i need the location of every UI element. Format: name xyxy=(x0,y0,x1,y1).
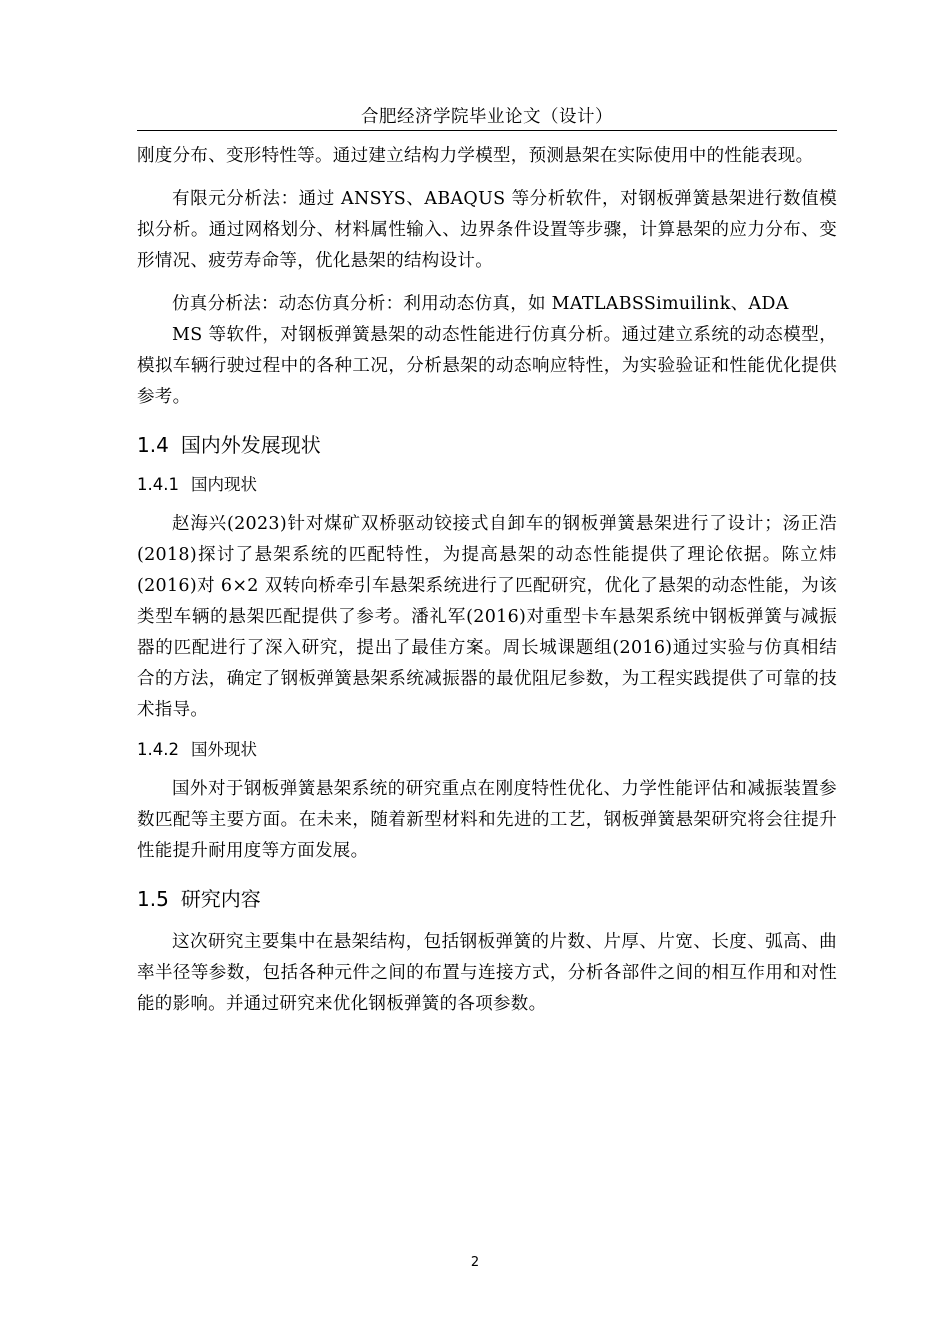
paragraph-simulation-method-line1: 仿真分析法：动态仿真分析：利用动态仿真，如 MATLABSSimuilink、ADA xyxy=(172,294,789,314)
section-number: 1.4 xyxy=(137,433,169,457)
paragraph-fem-method: 有限元分析法：通过 ANSYS、ABAQUS 等分析软件，对钢板弹簧悬架进行数值模拟分析。通过网格划分、材料属性输入、边界条件设置等步骤，计算悬架的应力分布、变形情况、疲劳寿命等，优化悬架的结构设计。 xyxy=(137,189,837,271)
header-rule xyxy=(137,130,837,131)
subsection-heading-1-4-2 xyxy=(137,738,837,762)
section-title: 国内外发展现状 xyxy=(180,433,321,457)
paragraph-research-content: 这次研究主要集中在悬架结构，包括钢板弹簧的片数、片厚、片宽、长度、弧高、曲率半径等参数，包括各种元件之间的布置与连接方式，分析各部件之间的相互作用和对性能的影响。并通过研究来优化钢板弹簧的各项参数。 xyxy=(137,932,837,1014)
subsection-heading-1-4-1 xyxy=(137,473,837,497)
subsection-title: 国外现状 xyxy=(190,740,257,759)
section-heading-1-5 xyxy=(137,885,837,913)
section-number: 1.5 xyxy=(137,887,169,911)
page-body xyxy=(137,141,837,1032)
subsection-number: 1.4.1 xyxy=(137,475,179,494)
section-heading-1-4 xyxy=(137,431,837,459)
subsection-title: 国内现状 xyxy=(190,475,257,494)
section-title: 研究内容 xyxy=(180,887,261,911)
paragraph-domestic-status: 赵海兴(2023)针对煤矿双桥驱动铰接式自卸车的钢板弹簧悬架进行了设计；汤正浩(2018)探讨了悬架系统的匹配特性，为提高悬架的动态性能提供了理论依据。陈立炜(2016)对 6×2 双转向桥牵引车悬架系统进行了匹配研究，优化了悬架的动态性能，为该类型车辆的悬架匹配提供了参考。潘礼军(2016)对重型卡车悬架系统中钢板弹簧与减振器的匹配进行了深入研究，提出了最佳方案。周长城课题组(2016)通过实验与仿真相结合的方法，确定了钢板弹簧悬架系统减振器的最优阻尼参数，为工程实践提供了可靠的技术指导。 xyxy=(137,514,837,720)
paragraph-simulation-method: MS 等软件，对钢板弹簧悬架的动态性能进行仿真分析。通过建立系统的动态模型，模拟车辆行驶过程中的各种工况，分析悬架的动态响应特性，为实验验证和性能优化提供参考。 xyxy=(137,325,837,407)
subsection-number: 1.4.2 xyxy=(137,740,179,759)
page-number: 2 xyxy=(470,1255,480,1270)
running-header: 合肥经济学院毕业论文（设计） xyxy=(361,107,613,127)
paragraph-foreign-status: 国外对于钢板弹簧悬架系统的研究重点在刚度特性优化、力学性能评估和减振装置参数匹配等主要方面。在未来，随着新型材料和先进的工艺，钢板弹簧悬架研究将会往提升性能提升耐用度等方面发展。 xyxy=(137,779,837,861)
paragraph-stiffness-continuation: 刚度分布、变形特性等。通过建立结构力学模型，预测悬架在实际使用中的性能表现。 xyxy=(137,146,814,166)
